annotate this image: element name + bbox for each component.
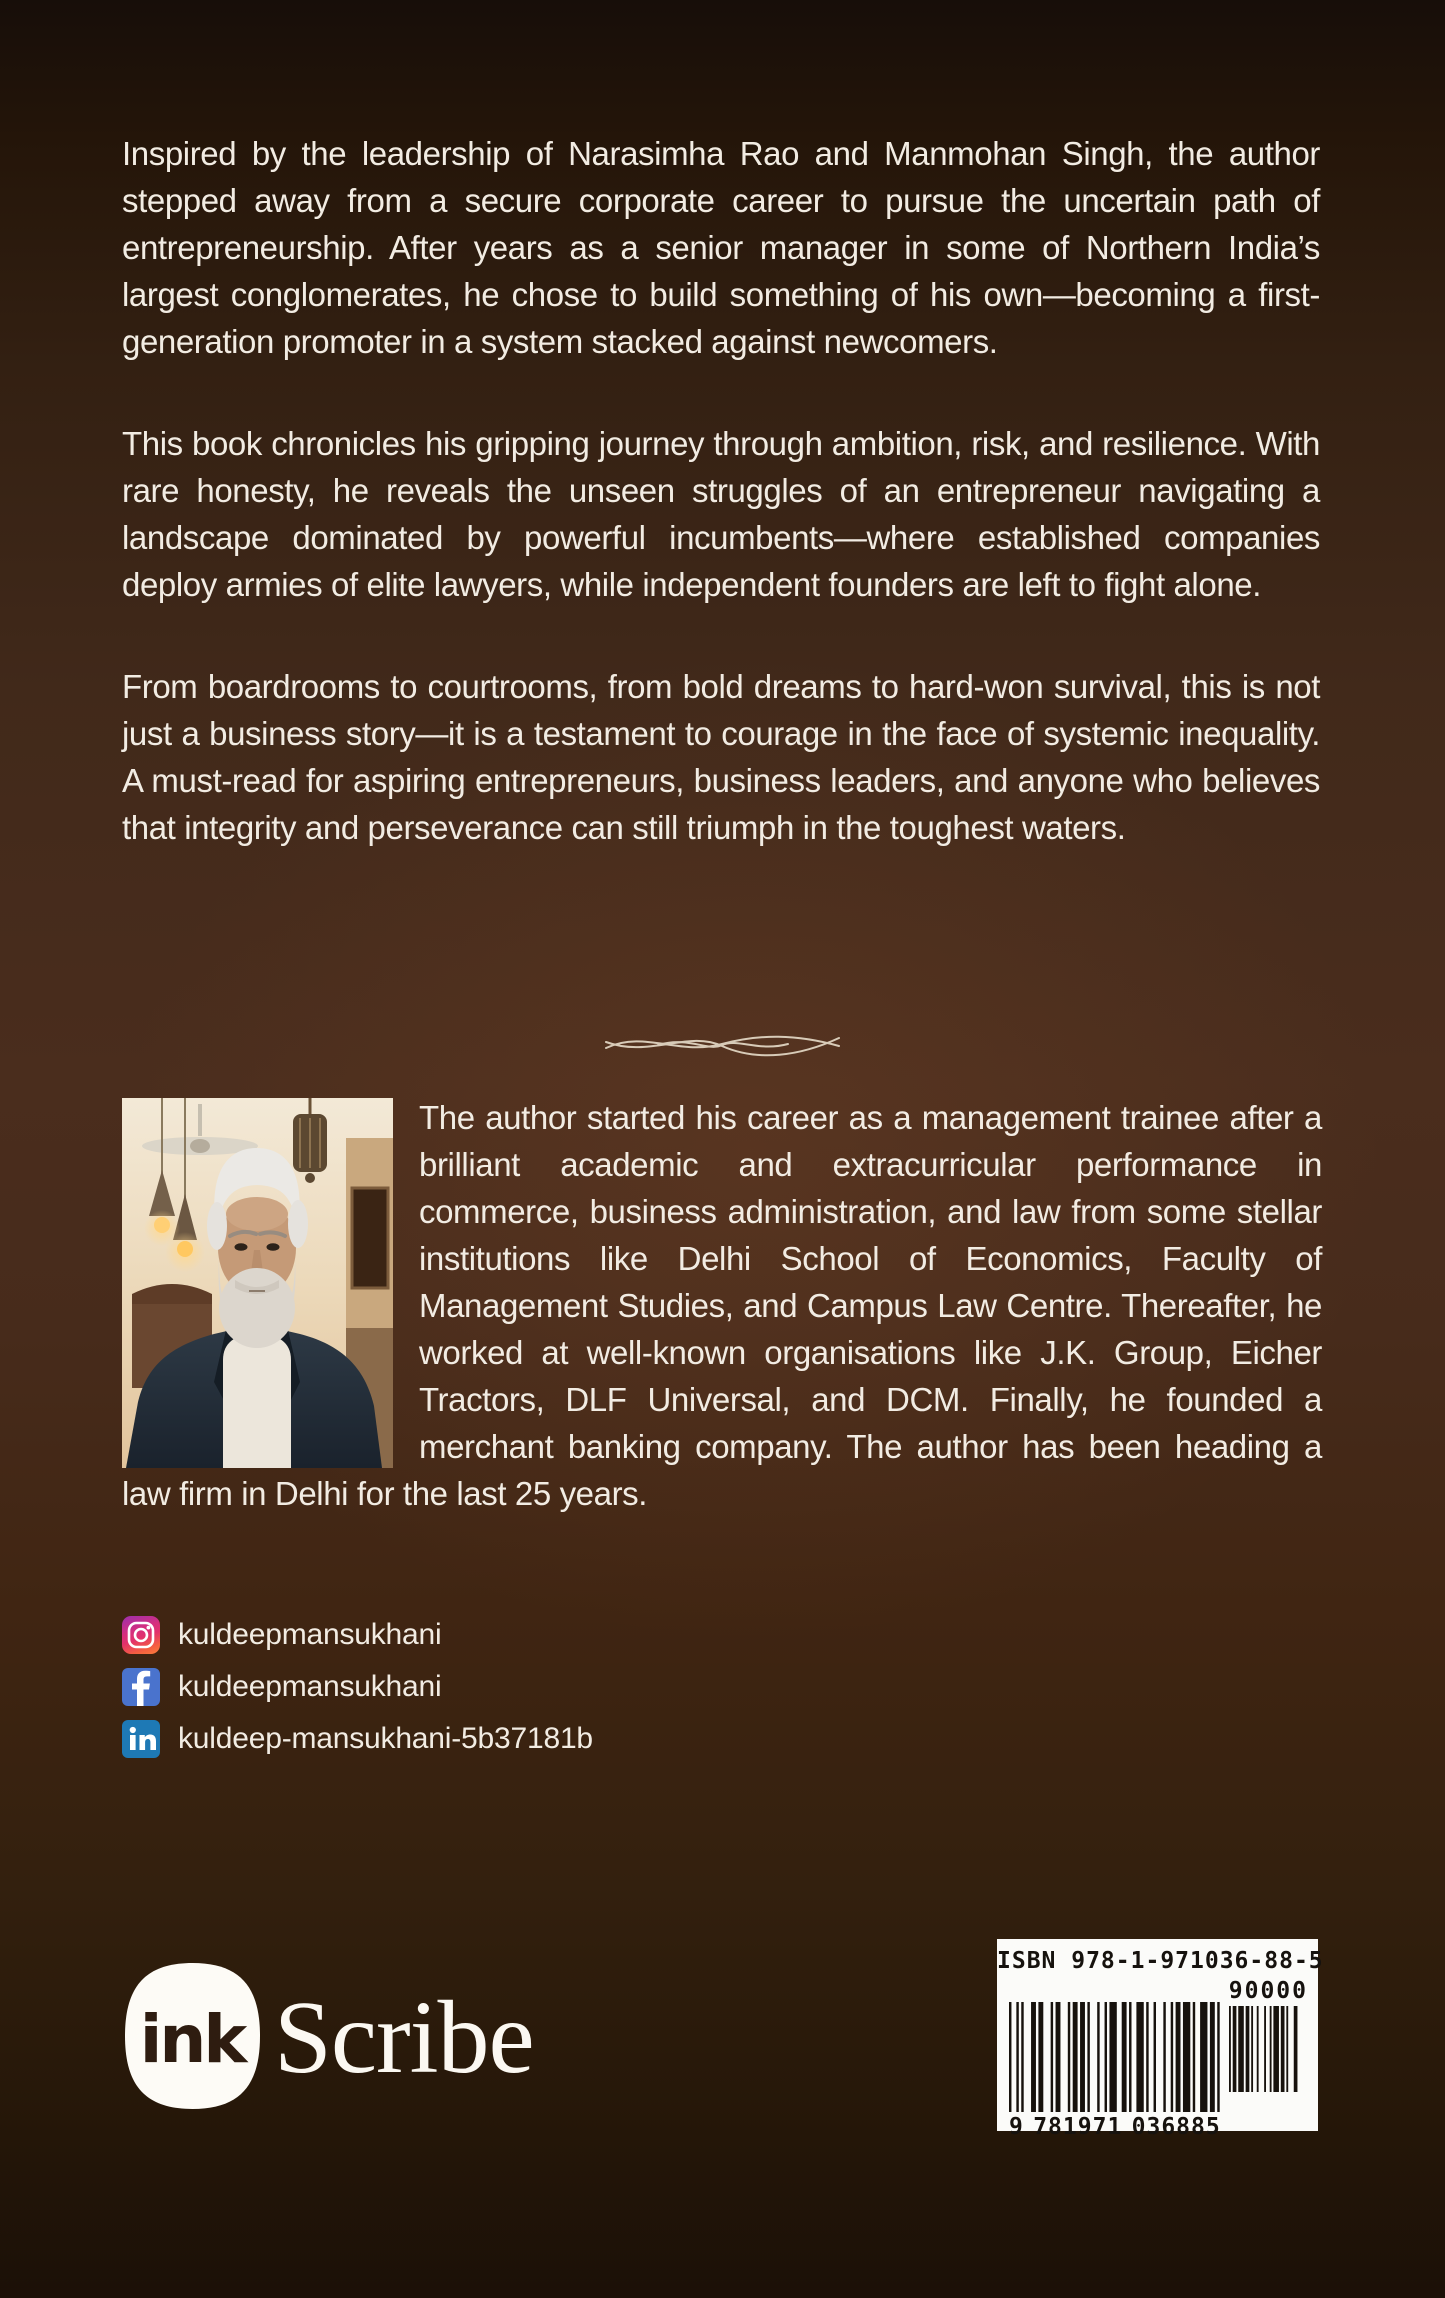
- barcode-bars-zone: [1009, 1978, 1308, 2140]
- social-links: [122, 1616, 593, 1758]
- divider-ornament: [600, 1022, 845, 1070]
- synopsis: [122, 130, 1320, 906]
- social-row-instagram: [122, 1616, 593, 1654]
- publisher-logo: [122, 1960, 534, 2112]
- instagram-icon: [122, 1616, 160, 1654]
- facebook-handle: kuldeepmansukhani: [178, 1670, 442, 1703]
- author-section: [122, 1094, 1322, 1517]
- linkedin-icon: [122, 1720, 160, 1758]
- linkedin-handle: kuldeep-mansukhani-5b37181b: [178, 1722, 593, 1755]
- social-row-facebook: [122, 1668, 593, 1706]
- barcode-supplemental-bars: [1229, 2006, 1308, 2092]
- instagram-handle: kuldeepmansukhani: [178, 1618, 442, 1651]
- barcode-digits: 9 781971 036885: [1009, 2114, 1221, 2140]
- barcode: [997, 1939, 1324, 2140]
- synopsis-paragraph-3: From boardrooms to courtrooms, from bold dreams to hard-won survival, this is not just a business story—it is a testament to courage in the face of systemic inequality. A must-read for aspiring entrepreneurs, business leaders, and anyone who believes that integrity and perseverance can still triumph in the toughest waters.: [122, 668, 1320, 846]
- ink-logo-icon: [122, 1960, 263, 2112]
- svg-text:ink: ink: [139, 2001, 245, 2078]
- swirl-divider-icon: [600, 1022, 845, 1070]
- facebook-icon: [122, 1668, 160, 1706]
- author-bio: The author started his career as a management trainee after a brilliant academic and extracurricular performance in commerce, business administration, and law from some stellar institutions like Delhi School of Economics, Faculty of Management Studies, and Campus Law Centre. Thereafter, he worked at well-known organisations like J.K. Group, Eicher Tractors, DLF Universal, and DCM. Finally, he founded a merchant banking company. The author has been heading a law firm in Delhi for the last 25 years.: [122, 1099, 1322, 1512]
- publisher-name: Scribe: [274, 1980, 534, 2095]
- social-row-linkedin: [122, 1720, 593, 1758]
- synopsis-paragraph-2: This book chronicles his gripping journey through ambition, risk, and resilience. With rare honesty, he reveals the unseen struggles of an entrepreneur navigating a landscape dominated by powerful incumbents—where established companies deploy armies of elite lawyers, while independent founders are left to fight alone.: [122, 425, 1320, 603]
- synopsis-paragraph-1: Inspired by the leadership of Narasimha Rao and Manmohan Singh, the author stepped away from a secure corporate career to pursue the uncertain path of entrepreneurship. After years as a senior manager in some of Northern India’s largest conglomerates, he chose to build something of his own—becoming a first-generation promoter in a system stacked against newcomers.: [122, 135, 1320, 360]
- isbn-label: ISBN 978-1-971036-88-5: [997, 1948, 1324, 1974]
- author-portrait-illustration: [122, 1098, 393, 1468]
- barcode-price-code: 90000: [1228, 1978, 1308, 2004]
- author-photo: [122, 1098, 393, 1468]
- barcode-main-bars: [1009, 2002, 1221, 2112]
